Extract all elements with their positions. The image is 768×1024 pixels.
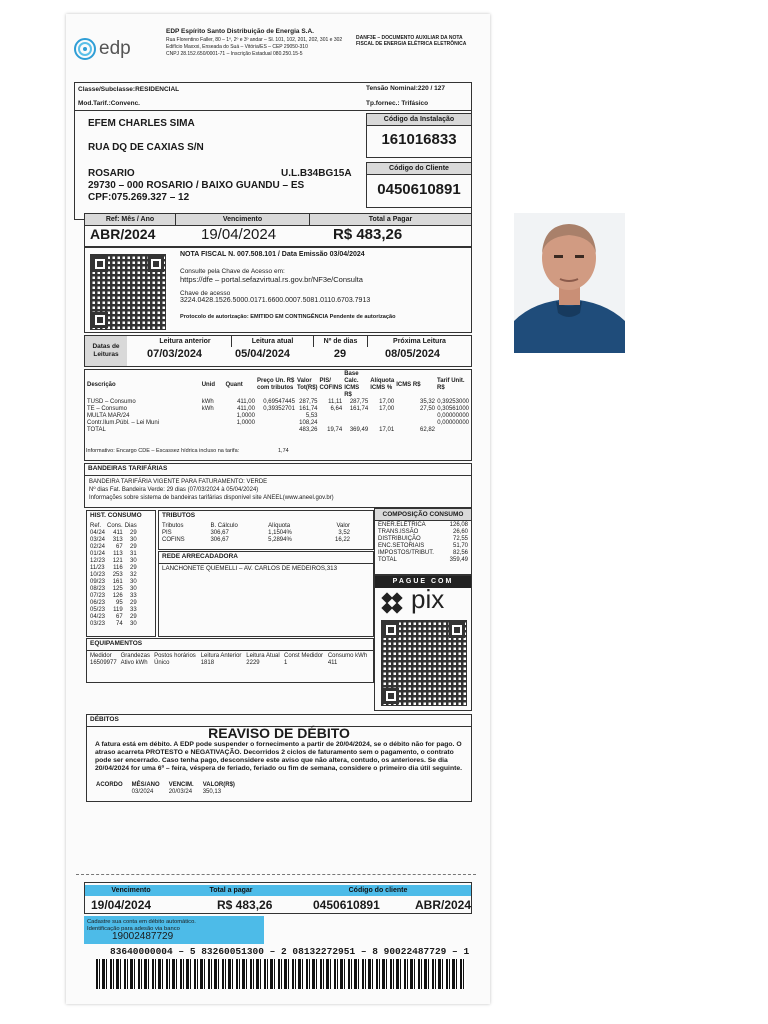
composition-cell: DISTRIBUIÇÃO [378,536,421,542]
history-row [89,558,138,565]
history-row [89,621,138,628]
table-cell: Contr.Ilum.Públ. – Lei Muni [87,420,160,426]
debts-cell: 03/2024 [131,789,154,795]
person-photo-icon [514,213,625,353]
history-cell: 03/24 [90,537,106,543]
flags-block [84,463,472,508]
flags-line3: Informações sobre sistema de bandeiras tarifárias disponível site ANEEL(www.aneel.gov.br) [89,495,334,501]
client-label: Código do Cliente [367,163,471,175]
table-row [86,406,470,413]
history-row [89,586,138,593]
equipment-cell: 411 [327,660,338,666]
company-address2: Edifício Maxxxi, Enseada do Suá – Vitória/ES – CEP 29050-310 [166,44,308,50]
history-cell: 121 [112,558,123,564]
history-cell: 04/24 [90,530,106,536]
items-info-value: 1,74 [278,448,289,454]
history-cell: 05/23 [90,607,106,613]
customer-street: RUA DQ DE CAXIAS S/N [88,142,204,153]
history-cell: 29 [130,600,137,606]
prev-value: 07/03/2024 [147,348,203,360]
equipment-cell: 16509977 [90,660,117,666]
table-cell [369,413,395,420]
debts-table [95,782,236,796]
history-cell: 30 [130,558,137,564]
items-info: Informativo: Encargo CDE – Escassez hídrica incluso na tarifa: [86,448,240,454]
taxes-cell: PIS [162,530,172,536]
history-cell: 11/23 [90,565,105,571]
autodebit-line1: Cadastre sua conta em débito automático. [87,919,196,925]
composition-cell: ENC.SETORIAIS [378,543,425,549]
equipment-cell: 1818 [200,660,215,666]
customer-district: ROSARIO [88,168,135,179]
history-cell: 03/23 [90,621,106,627]
history-cell: 02/24 [90,544,106,550]
stub-client-value: 0450610891 [313,898,380,912]
taxes-cell: 5,2894% [268,537,292,543]
days-value: 29 [333,348,347,360]
pix-label: PAGUE COM [375,576,471,588]
history-cell: 29 [130,614,137,620]
equipment-cell: Ativo kWh [120,660,148,666]
history-cell: 04/23 [90,614,106,620]
history-row [89,572,138,579]
history-row [89,565,138,572]
table-cell: 11,11 [328,399,343,405]
history-block [86,510,156,637]
install-code: 161016833 [381,131,457,148]
total-value: R$ 483,26 [333,226,403,243]
composition-table [377,522,469,564]
composition-cell: TRANS.ISSÃO [378,529,419,535]
taxes-cell: 306,67 [210,530,229,536]
table-row [86,420,470,427]
flags-line1: BANDEIRA TARIFÁRIA VIGENTE PARA FATURAMENTO: VERDE [89,479,268,485]
equipment-cell: 1 [284,660,288,666]
debts-text: A fatura está em débito. A EDP pode suspender o fornecimento a partir de 20/04/2024, se o débito não for pago. O atraso acarreta PROTESTO e NEGATIVAÇÃO. Decorridos 2 ciclos de faturamento sem o pagamento, o contrato pode ser encerrado. Caso tenha pago, desconsidere este aviso que não altera, contudo, os anteriores. Se dia 20/04/2024 for uma 6ª – feira, véspera de feriado, feriado ou fim de semana, considere o primeiro dia útil seguinte. [95,741,463,772]
table-cell [395,413,436,420]
items-header: Preço Un. R$ com tributos [256,378,295,391]
autodebit-code: 19002487729 [112,931,174,942]
company-ids: CNPJ 28.152.650/0001-71 – Inscrição Estadual 080.250.15-5 [166,51,303,57]
table-cell: 0,00000000 [437,420,469,426]
stub-summary [84,882,472,914]
company-address1: Rua Florentino Faller, 80 – 1º, 2º e 3º andar – Sl. 101, 102, 201, 202, 301 e 302 [166,37,343,43]
history-cell: 126 [112,593,123,599]
table-row [86,399,470,406]
table-cell [256,413,296,420]
customer-cpf: CPF:075.269.327 – 12 [88,192,190,203]
items-header: Descrição [87,381,116,388]
history-cell: 30 [130,621,137,627]
table-row [86,413,470,420]
history-cell: 161 [112,579,123,585]
items-header: Tarif Unit. R$ [437,378,465,391]
items-header: Base Calc. ICMS R$ [344,371,360,398]
flags-title: BANDEIRAS TARIFÁRIAS [88,465,168,472]
customer-photo [514,213,625,353]
composition-row [377,550,469,557]
items-header: Unid [201,381,216,388]
history-cell: 29 [130,530,137,536]
table-cell: 287,75 [349,399,369,405]
readings-block [84,335,472,367]
equipment-block [86,638,374,683]
stub-ref-value: ABR/2024 [415,898,472,912]
history-cell: 09/23 [90,579,106,585]
client-box [366,162,472,208]
history-cell: 113 [113,551,123,557]
company-name: EDP Espírito Santo Distribuição de Energia S.A. [166,28,314,35]
autodebit-line2: Identificação para adesão via banco [87,926,180,932]
supply-label: Tp.fornec.: Trifásico [366,100,429,107]
table-cell: 62,82 [419,427,435,433]
customer-ul: U.L.B34BG15A [281,168,352,179]
table-cell [319,413,344,420]
table-cell [369,420,395,427]
history-row [89,551,138,558]
composition-block [374,508,472,575]
history-row [89,593,138,600]
composition-cell: 51,70 [452,543,468,549]
history-cell: 29 [130,565,137,571]
divider [74,110,472,111]
table-cell: 1,0000 [236,413,255,419]
table-cell: 17,00 [379,406,395,412]
taxes-cell: 16,22 [334,537,350,543]
table-cell [256,427,296,434]
table-cell [319,420,344,427]
debts-header: MÊS/ANO [131,782,160,788]
composition-cell: 26,60 [452,529,468,535]
client-code: 0450610891 [377,181,461,198]
composition-cell: 126,08 [449,522,468,528]
table-cell [201,413,225,420]
taxes-title: TRIBUTOS [162,512,196,519]
table-cell: 0,30561000 [437,406,469,412]
next-label: Próxima Leitura [367,336,471,347]
equipment-cell: 2229 [246,660,260,666]
taxes-table [161,523,351,544]
history-row [89,579,138,586]
table-cell [201,420,225,427]
history-cell: 31 [130,551,137,557]
network-text: LANCHONETE QUEMELLI – AV. CARLOS DE MEDEIROS,313 [162,565,338,572]
ref-value: ABR/2024 [90,226,156,242]
table-cell [201,427,225,434]
history-cell: 33 [130,593,137,599]
history-cell: 411 [113,530,123,536]
composition-cell: ENER.ELÉTRICA [378,522,426,528]
taxes-cell: 3,52 [338,530,350,536]
nf-consult: Consulte pela Chave de Acesso em: [180,268,285,275]
table-cell [343,420,369,427]
taxes-header: B. Cálculo [210,523,238,529]
customer-name: EFEM CHARLES SIMA [88,118,195,129]
taxes-header: Alíquota [268,523,291,529]
taxes-block [158,510,374,550]
history-table [89,523,138,628]
nf-url[interactable]: https://dfe – portal.sefazvirtual.rs.gov.br/NF3e/Consulta [180,275,363,284]
table-cell: 108,24 [299,420,318,426]
flags-line2: Nº dias Fat. Bandeira Verde: 29 dias (07/03/2024 à 05/04/2024) [89,487,259,493]
equipment-header: Postos horários [154,653,196,659]
history-cell: 12/23 [90,558,106,564]
debts-title: DÉBITOS [90,716,119,723]
table-cell: 0,39352701 [263,406,295,412]
equipment-header: Leitura Anterior [200,653,242,659]
table-cell [256,420,296,427]
table-cell: 0,00000000 [437,413,469,419]
stub-client-label: Código do cliente [285,885,471,896]
history-header: Ref. [90,523,102,529]
history-header: Dias [124,523,137,529]
nf-key: 3224.0428.1526.5000.0171.6600.0007.5081.0110.6703.7913 [180,297,371,304]
nf-protocol: Protocolo de autorização: EMITIDO EM CONTINGÊNCIA Pendente de autorização [180,314,396,320]
history-cell: 32 [130,572,137,578]
table-cell: 161,74 [299,406,318,412]
barcode-digits: 83640000004 – 5 83260051300 – 2 08132272951 – 8 90022487729 – 1 [110,946,470,957]
network-block [158,551,374,637]
ref-label: Ref: Mês / Ano [85,214,175,226]
composition-row [377,557,469,564]
history-row [89,537,138,544]
due-label: Vencimento [175,214,309,226]
debts-header: VALOR(R$) [202,782,235,788]
cut-line [76,874,476,875]
stub-due-label: Vencimento [85,885,177,896]
total-label: Total a Pagar [309,214,471,226]
table-cell: 6,64 [330,406,343,412]
history-cell: 10/23 [90,572,106,578]
table-cell: 411,00 [237,406,255,412]
table-cell: TOTAL [87,427,106,433]
table-cell [436,427,470,434]
history-cell: 29 [130,544,137,550]
history-row [89,544,138,551]
history-cell: 30 [130,586,137,592]
history-cell: 07/23 [90,593,106,599]
equipment-cell: Único [154,660,170,666]
items-header: Alíquota ICMS % [370,378,395,391]
composition-cell: TOTAL [378,557,397,563]
history-header: Cons. [107,523,123,529]
pix-logo-text: pix [411,584,445,614]
equipment-header: Leitura Atual [246,653,280,659]
table-cell: 27,50 [419,406,435,412]
composition-cell: 72,55 [452,536,468,542]
table-cell: TUSD – Consumo [87,399,136,405]
table-cell: 19,74 [327,427,343,433]
history-cell: 125 [112,586,123,592]
curr-label: Leitura atual [231,336,313,347]
curr-value: 05/04/2024 [235,348,291,360]
equipment-header: Grandezas [120,653,150,659]
composition-cell: 359,49 [449,557,468,563]
composition-row [377,543,469,550]
taxes-cell: COFINS [162,537,185,543]
history-row [89,614,138,621]
table-cell: kWh [201,406,214,412]
days-label: Nº de dias [313,336,367,347]
table-cell: 161,74 [349,406,369,412]
table-cell: 1,0000 [236,420,255,426]
stub-total-label: Total a pagar [177,885,285,896]
equipment-header: Consumo kWh [327,653,368,659]
nf-key-label: Chave de acesso [180,290,231,297]
taxes-cell: 306,67 [210,537,229,543]
history-cell: 06/23 [90,600,106,606]
composition-title: COMPOSIÇÃO CONSUMO [375,509,471,521]
invoice-sheet [66,14,490,1004]
items-header: Valor Tot(R$) [296,378,318,391]
items-header: ICMS R$ [396,381,421,388]
debts-cell: 20/03/24 [168,789,193,795]
history-cell: 08/23 [90,586,106,592]
table-cell: 0,39253000 [437,399,469,405]
table-cell: TE – Consumo [87,406,128,412]
nf-qr-code [90,254,166,330]
tariff-label: Mod.Tarif.:Convenc. [78,100,140,107]
history-row [89,600,138,607]
history-cell: 30 [130,579,137,585]
items-header: Quant [225,381,243,388]
voltage-label: Tensão Nominal:220 / 127 [366,85,445,92]
table-row [86,427,470,434]
nf-line: NOTA FISCAL N. 007.508.101 / Data Emissão 03/04/2024 [180,251,365,258]
history-cell: 313 [112,537,123,543]
taxes-row [161,537,351,544]
table-cell: MULTA MAR/24 [87,413,130,419]
network-title: REDE ARRECADADORA [162,553,238,560]
pix-logo [379,584,467,614]
history-row [89,607,138,614]
table-cell: 411,00 [237,399,255,405]
table-cell: 369,49 [349,427,369,433]
equipment-header: Const Medidor [284,653,324,659]
pix-diamond-icon [379,590,405,616]
autodebit-box [84,916,264,944]
due-value: 19/04/2024 [201,226,277,243]
debts-block [86,714,472,802]
customer-city: 29730 – 000 ROSARIO / BAIXO GUANDU – ES [88,180,305,191]
table-cell: 483,26 [299,427,318,433]
payment-barcode [96,959,466,989]
table-cell [343,413,369,420]
history-cell: 253 [112,572,123,578]
next-value: 08/05/2024 [385,348,441,360]
equipment-title: EQUIPAMENTOS [90,640,143,647]
taxes-header: Tributos [162,523,184,529]
danf-title: DANF3E – DOCUMENTO AUXILIAR DA NOTA FISCAL DE ENERGIA ELÉTRICA ELETRÔNICA [356,35,467,47]
table-cell: 287,75 [299,399,318,405]
billing-summary [84,213,472,247]
composition-row [377,536,469,543]
history-title: HIST. CONSUMO [90,512,142,519]
dates-label: Datas de Leituras [85,336,127,366]
install-box [366,113,472,158]
debts-heading: REAVISO DE DÉBITO [208,725,350,741]
class-label: Classe/Subclasse:RESIDENCIAL [78,86,180,93]
table-cell: 5,53 [305,413,318,419]
history-cell: 95 [116,600,123,606]
equipment-header: Medidor [90,653,112,659]
edp-logo [74,38,144,60]
taxes-header: Valor [336,523,350,529]
items-header: PIS/ COFINS [319,378,343,391]
items-table [86,371,470,434]
table-cell: kWh [201,399,214,405]
history-cell: 67 [116,544,123,550]
history-row [89,530,138,537]
composition-row [377,522,469,529]
stub-total-value: R$ 483,26 [217,898,273,912]
taxes-cell: 1,1504% [268,530,292,536]
history-cell: 67 [116,614,123,620]
composition-row [377,529,469,536]
pix-qr-code [381,620,467,706]
history-cell: 33 [130,607,137,613]
table-cell: 35,32 [419,399,435,405]
debts-header: ACORDO [96,782,123,788]
debts-cell: 350,13 [202,789,222,795]
table-cell: 17,00 [379,399,395,405]
history-cell: 01/24 [90,551,106,557]
history-cell: 119 [113,607,123,613]
edp-logo-icon [74,38,96,60]
edp-logo-text: edp [99,38,131,59]
history-cell: 30 [130,537,137,543]
debts-header: VENCIM. [168,782,194,788]
table-cell: 0,69547445 [263,399,295,405]
equipment-table [89,653,371,667]
pix-block [374,575,472,711]
composition-cell: IMPOSTOS/TRIBUT. [378,550,434,556]
table-cell [224,427,256,434]
history-cell: 74 [116,621,123,627]
composition-cell: 82,56 [452,550,468,556]
history-cell: 116 [113,565,123,571]
taxes-row [161,530,351,537]
stub-due-value: 19/04/2024 [91,898,152,912]
debts-cell [95,789,131,796]
table-cell [395,420,436,427]
install-label: Código da Instalação [367,114,471,126]
prev-label: Leitura anterior [159,338,211,345]
table-cell: 17,01 [379,427,395,433]
